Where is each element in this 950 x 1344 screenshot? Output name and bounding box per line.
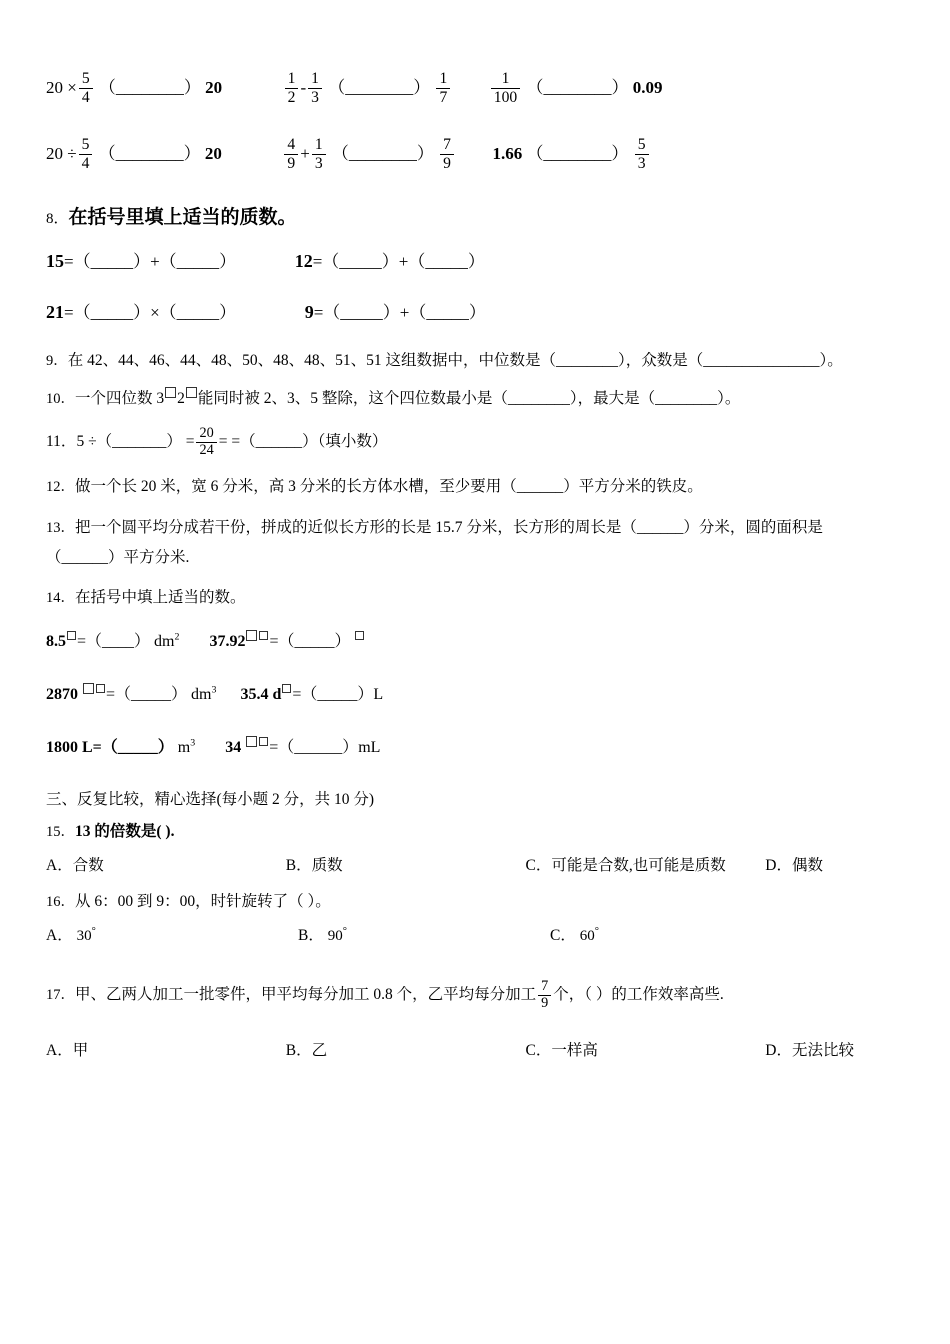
answer-blank[interactable]: （________）	[328, 77, 431, 97]
answer-blank[interactable]: =（_____）+（_____）	[312, 252, 485, 272]
blank-box-icon	[259, 631, 268, 640]
option-a-label: A．	[46, 927, 73, 945]
answer-blank[interactable]: （________）	[98, 77, 201, 97]
equals-sign: =	[185, 433, 195, 451]
option-c[interactable]: C．一样高	[525, 1042, 598, 1060]
blank-box-icon	[246, 630, 257, 641]
fraction: $\frac{1}{3}$	[312, 136, 326, 172]
question-number: 11．	[46, 433, 77, 451]
operator: +	[300, 143, 310, 163]
q14-value-2: 37.92	[209, 633, 246, 651]
question-16-text: 从 6：00 到 9：00，时针旋转了（ ）。	[75, 893, 331, 911]
question-8-line-1	[46, 247, 908, 272]
question-12-text: 做一个长 20 米，宽 6 分米，高 3 分米的长方体水槽，至少要用（______）平方分米的铁皮。	[75, 478, 703, 496]
question-11-text-b[interactable]: =（______）（填小数）	[231, 433, 388, 451]
unit-dm2: $dm^2$	[154, 631, 180, 651]
question-number: 10．	[46, 391, 75, 408]
exam-content	[46, 70, 908, 1074]
fraction: $\frac{20}{24}$	[196, 426, 216, 459]
option-b[interactable]	[298, 923, 550, 945]
blank-box-icon	[259, 737, 268, 746]
question-number: 8．	[46, 211, 69, 228]
question-9-text: 在 42、44、46、44、48、50、48、48、51、51 这组数据中，中位数是（________），众数是（_______________）。	[67, 352, 843, 370]
answer-blank[interactable]: =（_____）+（_____）	[313, 303, 486, 323]
q14-value-6: 34	[225, 739, 242, 757]
fraction: $\frac{5}{4}$	[79, 70, 93, 106]
option-b-label: B．	[298, 927, 324, 945]
option-c[interactable]: C．可能是合数,也可能是质数	[525, 857, 726, 875]
option-c-value: 60°	[579, 926, 599, 945]
blank-box-icon	[186, 387, 197, 398]
answer-blank[interactable]: （________）	[98, 143, 201, 163]
option-a[interactable]: A．合数	[46, 857, 104, 875]
question-12	[46, 475, 908, 499]
answer-blank[interactable]: =（______）mL	[269, 739, 381, 757]
option-a-value: 30°	[76, 926, 96, 945]
question-13	[46, 513, 908, 572]
fraction: $\frac{5}{4}$	[79, 136, 93, 172]
expression-row-1	[46, 70, 908, 106]
fraction: $\frac{7}{9}$	[440, 136, 454, 172]
fraction: $\frac{7}{9}$	[538, 979, 551, 1012]
option-d[interactable]: D．偶数	[765, 857, 823, 875]
question-10	[46, 387, 908, 411]
question-17-text-a: 甲、乙两人加工一批零件，甲平均每分加工 0.8 个，乙平均每分加工	[75, 986, 537, 1004]
question-13-line-2: （______）平方分米.	[46, 548, 190, 566]
blank-box-icon	[83, 683, 94, 694]
fraction: $\frac{1}{3}$	[308, 70, 322, 106]
option-b-value: 90°	[327, 926, 347, 945]
expr-1-1-right: 20	[205, 77, 223, 97]
option-c-label: C．	[550, 927, 576, 945]
option-b[interactable]: B．乙	[285, 1042, 328, 1060]
q14-value-3: 2870	[46, 686, 78, 704]
question-17-text-b: 个，（ ）的工作效率高些.	[553, 986, 724, 1004]
question-number: 13．	[46, 520, 75, 537]
question-number: 16．	[46, 894, 75, 911]
question-13-line-1: 把一个圆平均分成若干份，拼成的近似长方形的长是 15.7 分米，长方形的周长是（______）分米，圆的面积是	[75, 519, 823, 537]
option-c[interactable]	[550, 923, 802, 945]
answer-blank[interactable]: （________）	[526, 77, 629, 97]
blank-box-icon	[355, 631, 364, 640]
answer-blank[interactable]: =（_____）	[269, 633, 351, 651]
blank-box-icon	[67, 631, 76, 640]
question-8-heading	[46, 202, 908, 229]
question-11	[46, 425, 908, 459]
q8-lhs-2: 12	[294, 251, 313, 272]
blank-box-icon	[282, 684, 291, 693]
section-3-title: 三、反复比较，精心选择(每小题 2 分，共 10 分)	[46, 791, 375, 809]
q8-lhs-4: 9	[304, 302, 314, 323]
expr-2-3	[492, 136, 650, 172]
question-9	[46, 349, 908, 373]
question-number: 15．	[46, 824, 75, 841]
question-17-options	[46, 1038, 908, 1060]
expr-1-1-left: 20 ×	[46, 77, 77, 97]
option-b[interactable]: B．质数	[285, 857, 343, 875]
question-number: 17．	[46, 987, 75, 1004]
blank-box-icon	[246, 736, 257, 747]
expr-1-2	[283, 70, 453, 106]
expr-2-3-left: 1.66	[492, 143, 523, 163]
question-14-line-3	[46, 734, 908, 757]
question-14-heading	[46, 586, 908, 610]
expr-2-2	[282, 136, 456, 172]
operator: -	[300, 77, 307, 97]
question-number: 12．	[46, 479, 75, 496]
q8-lhs-3: 21	[46, 302, 64, 323]
fraction: $\frac{1}{100}$	[491, 70, 520, 106]
question-14-title: 在括号中填上适当的数。	[75, 589, 246, 607]
answer-blank[interactable]: （________）	[526, 143, 629, 163]
expression-row-2	[46, 136, 908, 172]
option-a[interactable]: A．甲	[46, 1042, 89, 1060]
expr-1-1	[46, 70, 222, 106]
question-15-text: 13 的倍数是( ).	[75, 823, 175, 841]
question-number: 14．	[46, 590, 75, 607]
unit-m3: $m^3$	[177, 737, 196, 757]
question-16-stem	[46, 889, 908, 911]
q14-value-1: 8.5	[46, 633, 66, 651]
blank-box-icon	[165, 387, 176, 398]
fraction: $\frac{5}{3}$	[635, 136, 649, 172]
expr-1-3-right: 0.09	[632, 77, 663, 97]
q14-value-4: 35.4 d	[240, 686, 282, 704]
expr-1-3	[489, 70, 663, 106]
question-8-line-2	[46, 298, 908, 323]
equals-sign: =	[218, 433, 228, 451]
option-d[interactable]: D．无法比较	[765, 1042, 854, 1060]
question-17-stem	[46, 979, 908, 1012]
answer-blank[interactable]: =（_____）L	[292, 686, 384, 704]
question-11-text-a: 5 ÷（_______）	[76, 433, 182, 451]
expr-2-1-right: 20	[204, 143, 222, 163]
blank-box-icon	[96, 684, 105, 693]
question-8-title: 在括号里填上适当的质数。	[68, 207, 297, 229]
question-14-line-2	[46, 681, 908, 704]
fraction: $\frac{1}{7}$	[436, 70, 450, 106]
unit-dm3: $dm^3$	[191, 684, 217, 704]
question-number: 9．	[46, 353, 68, 370]
answer-blank[interactable]: =（_____）×（_____）	[64, 303, 237, 323]
expr-2-1	[46, 136, 222, 172]
question-15-options	[46, 853, 908, 875]
question-14-line-1	[46, 628, 908, 651]
expr-2-1-left: 20 ÷	[46, 143, 77, 163]
answer-blank[interactable]: =（_____）+（_____）	[64, 252, 237, 272]
q8-lhs-1: 15	[46, 251, 64, 272]
answer-blank[interactable]: （________）	[331, 143, 434, 163]
q14-value-5[interactable]: 1800 L=（_____）	[46, 739, 174, 757]
question-10-text-a: 一个四位数 3	[75, 390, 165, 408]
answer-blank[interactable]: =（_____）	[106, 686, 188, 704]
question-10-text-c: 能同时被 2、3、5 整除，这个四位数最小是（________），最大是（________）。	[197, 390, 741, 408]
question-10-text-b: 2	[177, 390, 185, 408]
option-a[interactable]	[46, 923, 298, 945]
answer-blank[interactable]: =（____）	[77, 633, 151, 651]
fraction: $\frac{4}{9}$	[284, 136, 298, 172]
question-15-stem	[46, 819, 908, 841]
fraction: $\frac{1}{2}$	[285, 70, 299, 106]
question-16-options	[46, 923, 908, 945]
